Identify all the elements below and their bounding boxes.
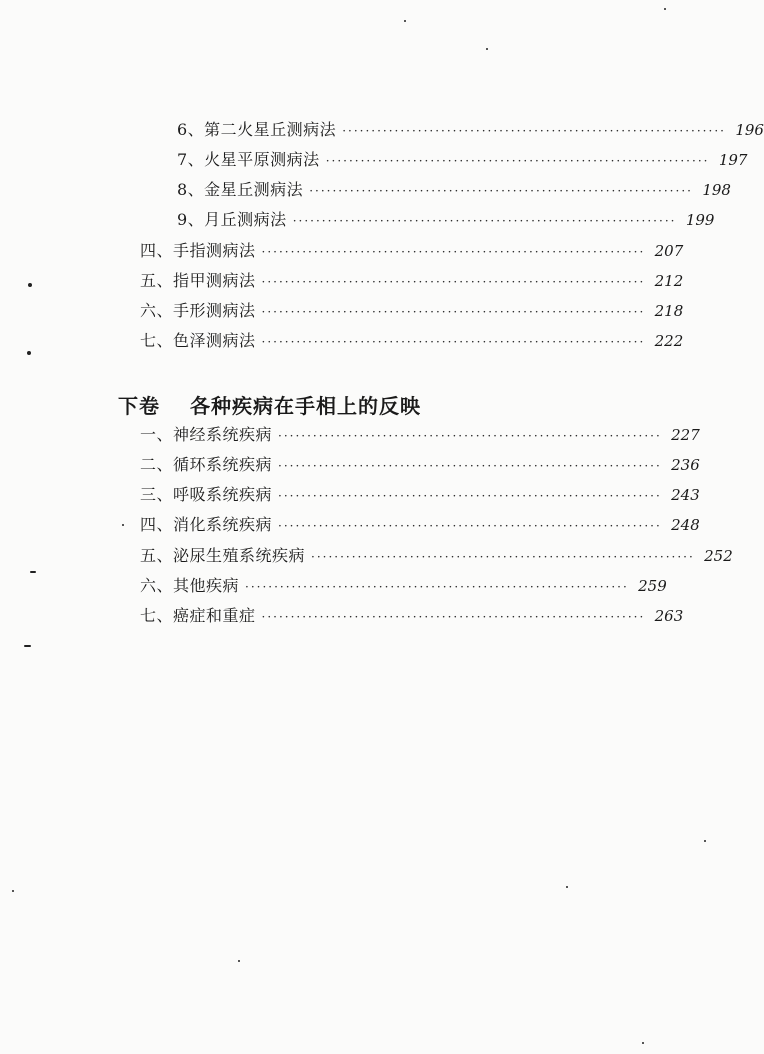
toc-entry bbox=[177, 208, 715, 232]
toc-entry bbox=[140, 269, 684, 293]
toc-page-number: 198 bbox=[702, 181, 731, 199]
toc-page-number: 227 bbox=[671, 426, 700, 444]
toc-page-number: 212 bbox=[654, 272, 684, 290]
toc-entry bbox=[140, 604, 684, 628]
volume-title: 各种疾病在手相上的反映 bbox=[189, 394, 421, 418]
scan-speck bbox=[28, 283, 32, 287]
toc-entry bbox=[140, 423, 700, 447]
volume-label: 下卷 bbox=[118, 394, 160, 418]
toc-page-number: 196 bbox=[735, 121, 764, 139]
toc-page-number: 222 bbox=[654, 332, 684, 350]
dot-leader: ·································································· bbox=[261, 335, 646, 349]
toc-entry-label: 四、消化系统疾病 bbox=[140, 515, 273, 534]
toc-entry-label: 三、呼吸系统疾病 bbox=[140, 485, 273, 504]
scan-speck bbox=[238, 960, 240, 962]
toc-entry bbox=[177, 118, 764, 142]
scan-speck bbox=[404, 20, 406, 22]
scan-speck bbox=[30, 571, 36, 573]
toc-entry bbox=[177, 148, 748, 172]
toc-entry-label: 四、手指测病法 bbox=[140, 241, 256, 260]
dot-leader: ·································································· bbox=[278, 489, 662, 503]
toc-page-number: 248 bbox=[671, 516, 700, 534]
scan-speck bbox=[122, 524, 124, 526]
toc-page-number: 197 bbox=[718, 151, 748, 169]
dot-leader: ·································································· bbox=[325, 154, 710, 168]
toc-entry bbox=[140, 453, 700, 477]
scan-speck bbox=[24, 645, 31, 647]
toc-page-number: 199 bbox=[685, 211, 715, 229]
toc-page-number: 243 bbox=[671, 486, 700, 504]
toc-page-number: 263 bbox=[654, 607, 684, 625]
toc-entry-label: 一、神经系统疾病 bbox=[140, 425, 273, 444]
dot-leader: ·································································· bbox=[309, 184, 693, 198]
toc-entry-label: 六、其他疾病 bbox=[140, 576, 240, 595]
dot-leader: ·································································· bbox=[292, 214, 677, 228]
toc-entry-label: 五、指甲测病法 bbox=[140, 271, 256, 290]
dot-leader: ·································································· bbox=[278, 429, 662, 443]
toc-entry-label: 七、色泽测病法 bbox=[140, 331, 256, 350]
toc-page-number: 236 bbox=[671, 456, 700, 474]
dot-leader: ·································································· bbox=[278, 519, 662, 533]
toc-entry bbox=[177, 178, 731, 202]
toc-entry bbox=[140, 239, 684, 263]
dot-leader: ·································································· bbox=[311, 550, 695, 564]
toc-entry bbox=[140, 483, 700, 507]
toc-page-number: 207 bbox=[654, 242, 684, 260]
toc-entry bbox=[140, 574, 667, 598]
toc-entry bbox=[140, 299, 684, 323]
scan-speck bbox=[566, 886, 568, 888]
volume-heading bbox=[118, 390, 421, 419]
toc-entry-label: 6、第二火星丘测病法 bbox=[177, 120, 337, 139]
toc-entry bbox=[140, 544, 733, 568]
dot-leader: ·································································· bbox=[261, 610, 646, 624]
dot-leader: ·································································· bbox=[342, 124, 726, 138]
toc-entry-label: 六、手形测病法 bbox=[140, 301, 256, 320]
toc-entry bbox=[140, 513, 700, 537]
dot-leader: ·································································· bbox=[261, 245, 646, 259]
scan-speck bbox=[704, 840, 706, 842]
dot-leader: ·································································· bbox=[245, 580, 629, 594]
dot-leader: ·································································· bbox=[278, 459, 662, 473]
toc-page-number: 218 bbox=[654, 302, 684, 320]
scan-speck bbox=[27, 351, 31, 355]
toc-entry-label: 二、循环系统疾病 bbox=[140, 455, 273, 474]
toc-entry-label: 9、月丘测病法 bbox=[177, 210, 287, 229]
toc-page-number: 259 bbox=[638, 577, 667, 595]
toc-entry-label: 七、癌症和重症 bbox=[140, 606, 256, 625]
toc-entry-label: 五、泌尿生殖系统疾病 bbox=[140, 546, 306, 565]
toc-entry bbox=[140, 329, 684, 353]
toc-page-number: 252 bbox=[704, 547, 733, 565]
scan-speck bbox=[12, 890, 14, 892]
dot-leader: ·································································· bbox=[261, 305, 646, 319]
scan-speck bbox=[664, 8, 666, 10]
toc-entry-label: 7、火星平原测病法 bbox=[177, 150, 320, 169]
scan-speck bbox=[486, 48, 488, 50]
toc-entry-label: 8、金星丘测病法 bbox=[177, 180, 304, 199]
dot-leader: ·································································· bbox=[261, 275, 646, 289]
scan-speck bbox=[642, 1042, 644, 1044]
